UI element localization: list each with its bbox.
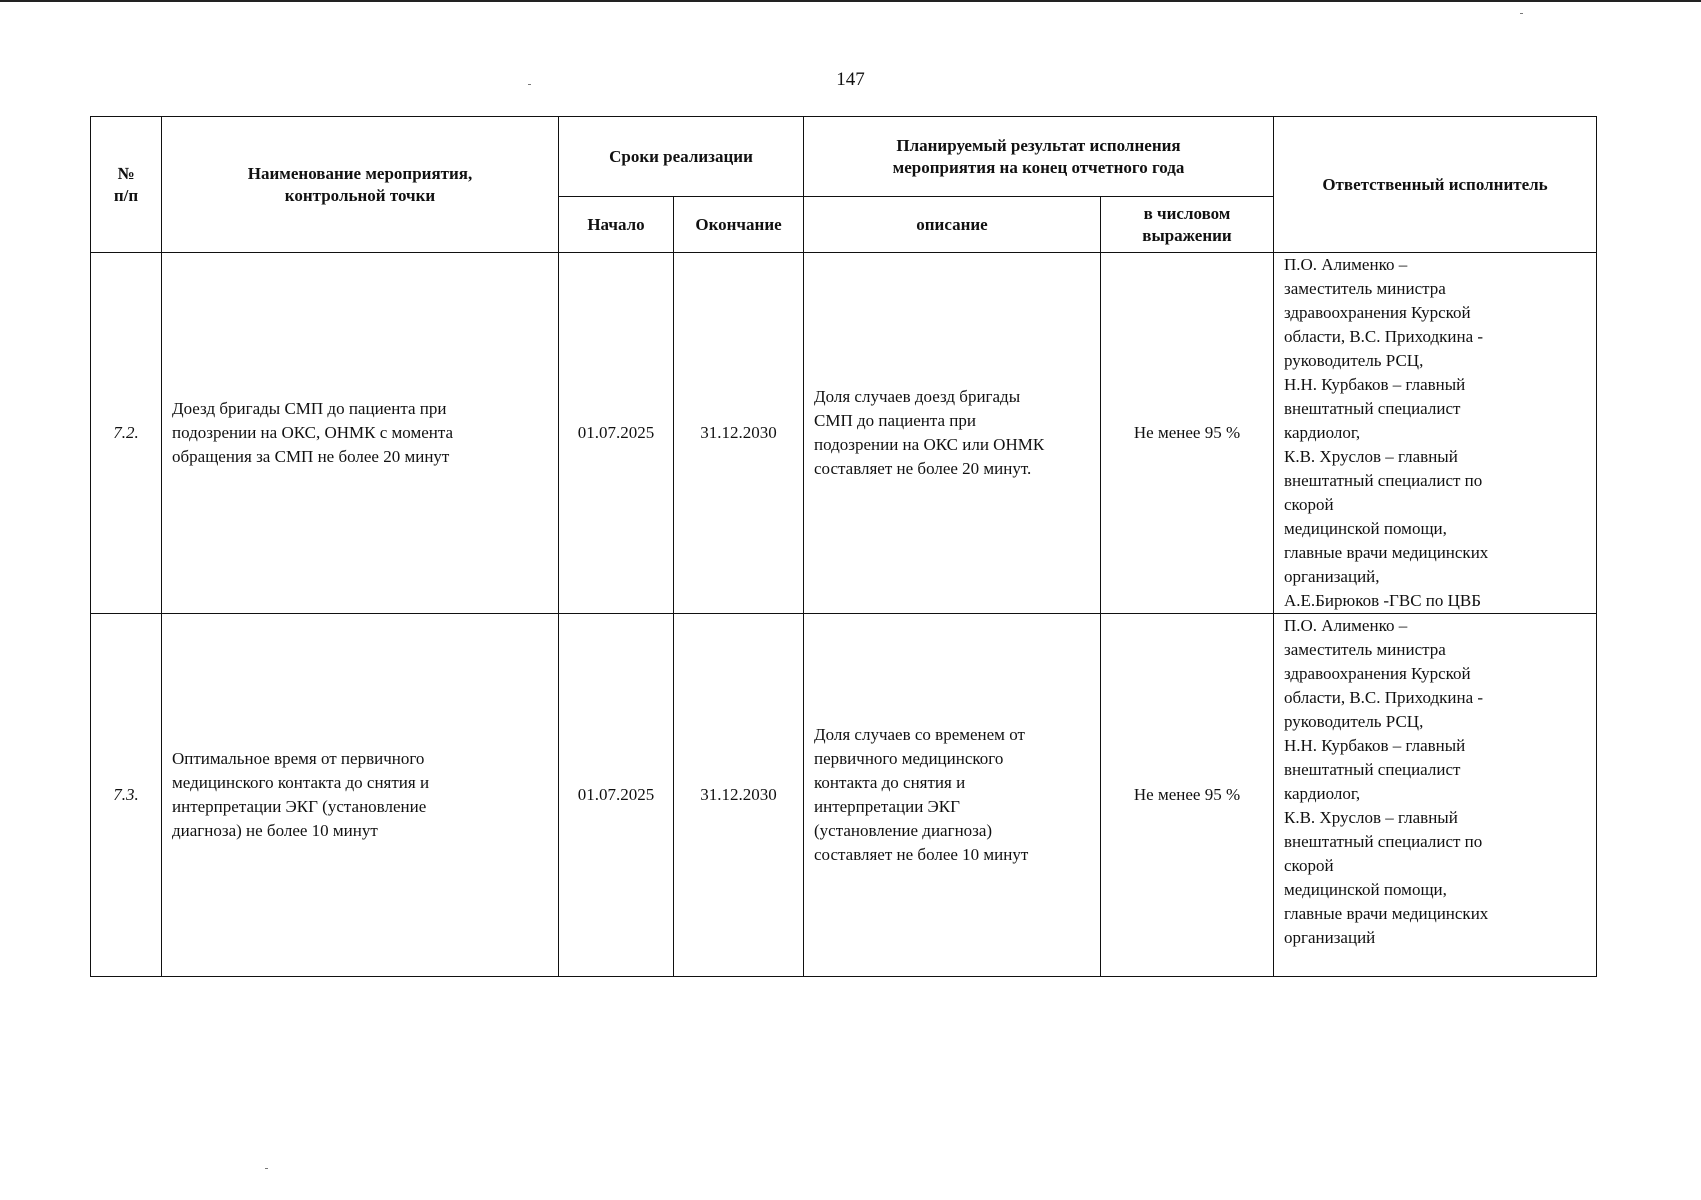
header-responsible: Ответственный исполнитель [1274, 117, 1597, 253]
header-name: Наименование мероприятия, контрольной точки [162, 117, 559, 253]
header-row-1 [91, 117, 1597, 197]
start-date: 01.07.2025 [559, 253, 674, 614]
row-number: 7.3. [91, 614, 162, 977]
row-number: 7.2. [91, 253, 162, 614]
responsible-persons: П.О. Алименко – заместитель министра здравоохранения Курской области, В.С. Приходкина - руководитель РСЦ, Н.Н. Курбаков – главный внештатный специалист кардиолог, К.В. Хруслов – главный внештатный специалист по скорой медицинской помощи, главные врачи медицинских организаций, А.Е.Бирюков -ГВС по ЦВБ [1274, 253, 1597, 614]
measure-name: Оптимальное время от первичного медицинского контакта до снятия и интерпретации ЭКГ (установление диагноза) не более 10 минут [162, 614, 559, 977]
header-terms: Сроки реализации [559, 117, 804, 197]
header-numeric: в числовом выражении [1101, 197, 1274, 253]
result-description: Доля случаев со временем от первичного медицинского контакта до снятия и интерпретации ЭКГ (установление диагноза) составляет не более 10 минут [804, 614, 1101, 977]
scan-speck [1520, 13, 1523, 14]
header-start: Начало [559, 197, 674, 253]
scan-top-edge [0, 0, 1701, 2]
header-end: Окончание [674, 197, 804, 253]
measure-name: Доезд бригады СМП до пациента при подозрении на ОКС, ОНМК с момента обращения за СМП не более 20 минут [162, 253, 559, 614]
scan-speck [265, 1168, 268, 1169]
end-date: 31.12.2030 [674, 614, 804, 977]
result-value: Не менее 95 % [1101, 253, 1274, 614]
header-description: описание [804, 197, 1101, 253]
start-date: 01.07.2025 [559, 614, 674, 977]
page-number: 147 [836, 69, 865, 90]
measures-table [90, 116, 1597, 977]
header-planned-result: Планируемый результат исполнения мероприятия на конец отчетного года [804, 117, 1274, 197]
result-description: Доля случаев доезд бригады СМП до пациента при подозрении на ОКС или ОНМК составляет не более 20 минут. [804, 253, 1101, 614]
result-value: Не менее 95 % [1101, 614, 1274, 977]
header-num: № п/п [91, 117, 162, 253]
table-row [91, 253, 1597, 614]
responsible-persons: П.О. Алименко – заместитель министра здравоохранения Курской области, В.С. Приходкина - руководитель РСЦ, Н.Н. Курбаков – главный внештатный специалист кардиолог, К.В. Хруслов – главный внештатный специалист по скорой медицинской помощи, главные врачи медицинских организаций [1274, 614, 1597, 977]
end-date: 31.12.2030 [674, 253, 804, 614]
table-row [91, 614, 1597, 977]
